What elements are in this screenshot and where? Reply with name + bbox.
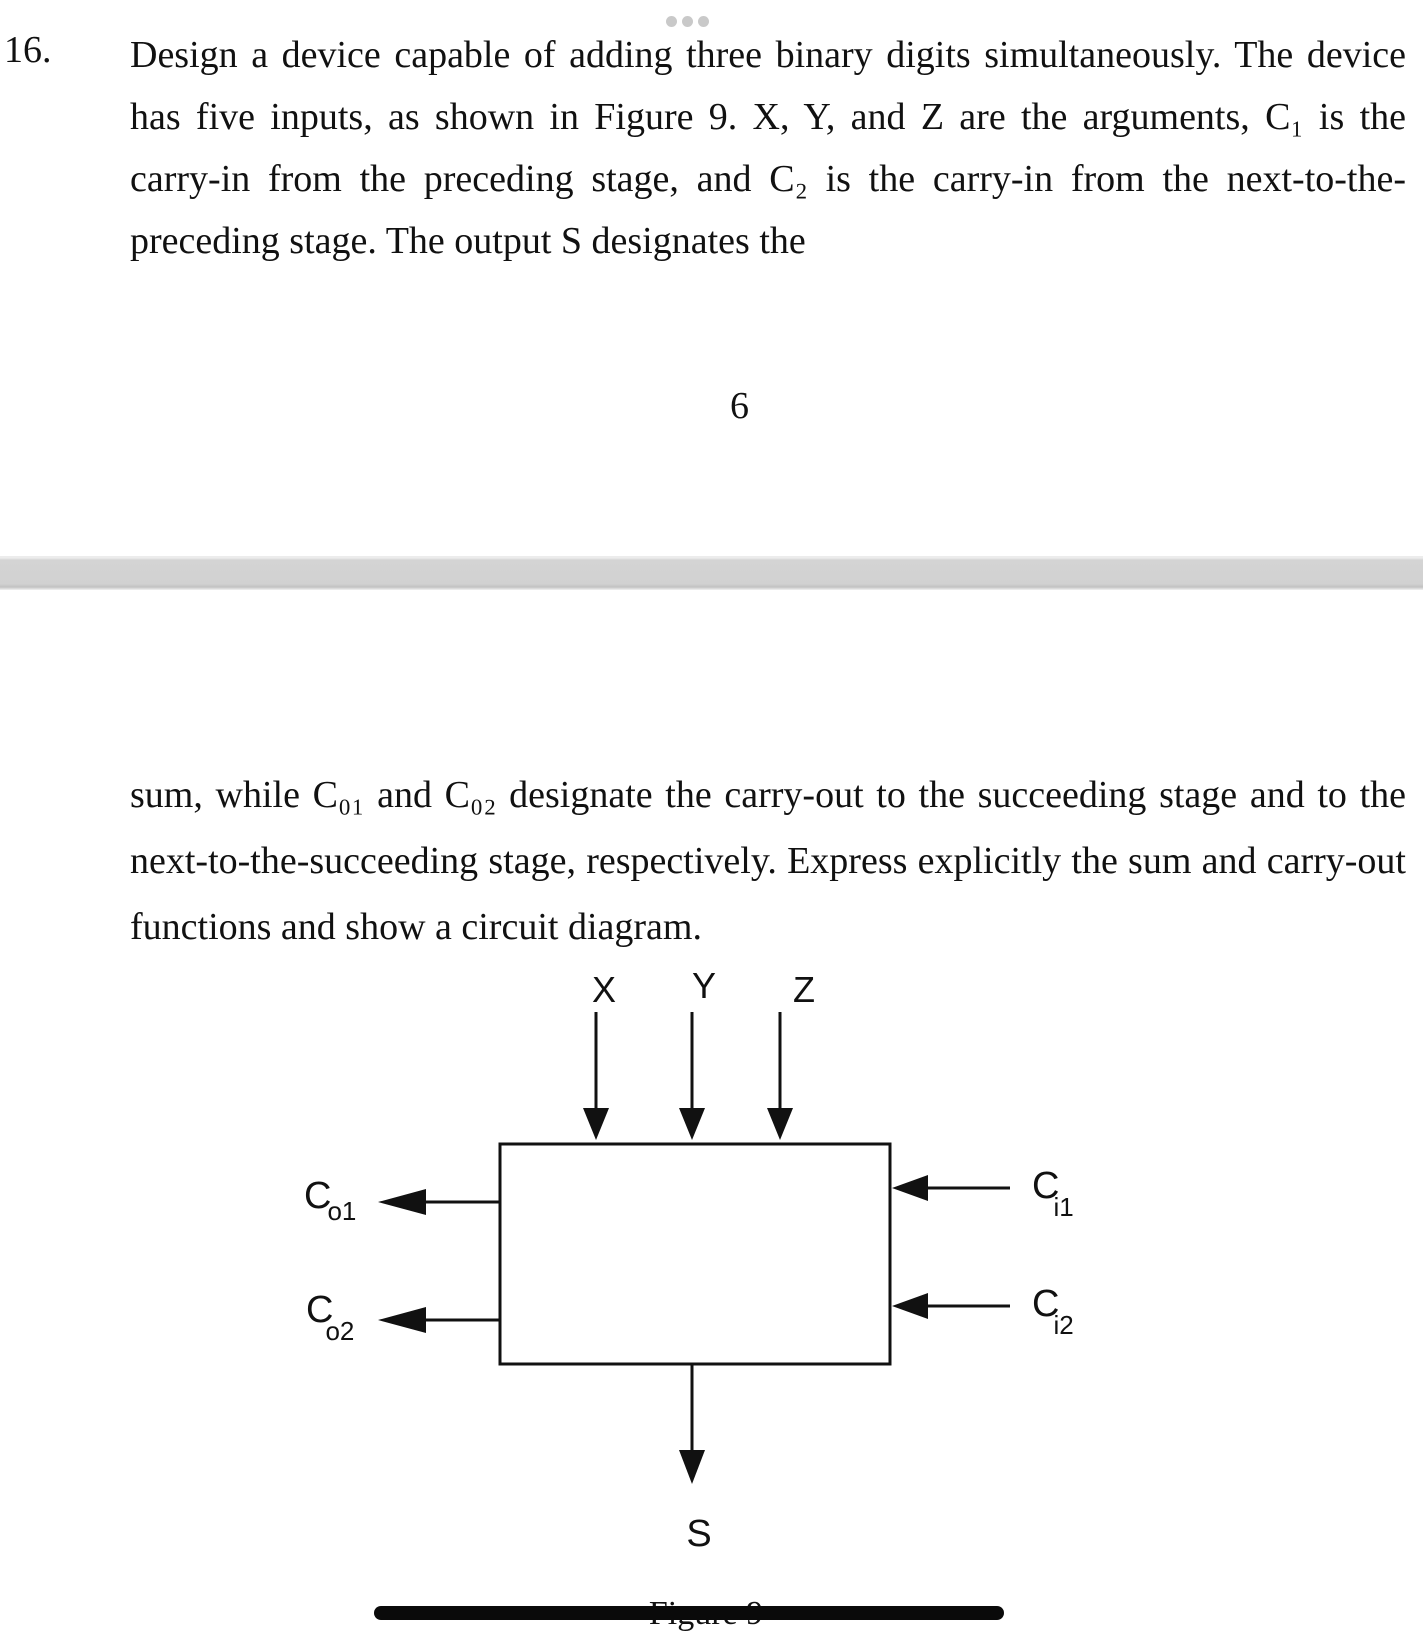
carry-in-2-label bbox=[1032, 1283, 1074, 1340]
carry-in-1-arrowhead bbox=[892, 1175, 928, 1201]
carry-out-1-arrowhead bbox=[378, 1189, 426, 1215]
input-x-arrowhead bbox=[583, 1108, 609, 1140]
carry-in-1-label bbox=[1032, 1165, 1074, 1222]
carry-in-1-main: C bbox=[1032, 1165, 1060, 1207]
input-z-label: Z bbox=[793, 969, 815, 1010]
page-number: 6 bbox=[730, 385, 749, 427]
input-y-label: Y bbox=[691, 965, 717, 1006]
carry-out-1-main: C bbox=[304, 1175, 332, 1217]
carry-in-2-arrowhead bbox=[892, 1293, 928, 1319]
problem-text-top: Design a device capable of adding three binary digits simultaneously. The device has five inputs, as shown in Figure 9. X, Y, and Z are the arguments, C₁ is the carry-in from the preceding stage, and C₂ is the carry-in from the next-to-the-preceding stage. The output S designates the bbox=[130, 34, 1406, 262]
adder-block bbox=[500, 1144, 890, 1364]
carry-out-2-subscript: o2 bbox=[325, 1316, 355, 1346]
problem-text-bottom: sum, while C₀₁ and C₀₂ designate the carry-out to the succeeding stage and to the next-to-the-succeeding stage, respectively. Express explicitly the sum and carry-out functions and show a circuit diagram. bbox=[130, 774, 1406, 948]
carry-out-1-subscript: o1 bbox=[327, 1196, 357, 1226]
input-y-arrowhead bbox=[679, 1108, 705, 1140]
input-z-arrowhead bbox=[767, 1108, 793, 1140]
carry-out-1-label bbox=[304, 1175, 356, 1226]
question-number: 16. bbox=[4, 29, 52, 71]
home-indicator[interactable] bbox=[374, 1606, 1004, 1620]
carry-in-2-subscript: i2 bbox=[1053, 1310, 1074, 1340]
sum-output-label: S bbox=[686, 1513, 712, 1555]
input-x-label: X bbox=[591, 969, 617, 1010]
carry-out-2-main: C bbox=[306, 1289, 334, 1331]
sum-arrowhead bbox=[679, 1450, 705, 1484]
carry-out-2-arrowhead bbox=[378, 1307, 426, 1333]
carry-in-1-subscript: i1 bbox=[1053, 1192, 1074, 1222]
carry-in-2-main: C bbox=[1032, 1283, 1060, 1325]
carry-out-2-label bbox=[306, 1289, 354, 1346]
